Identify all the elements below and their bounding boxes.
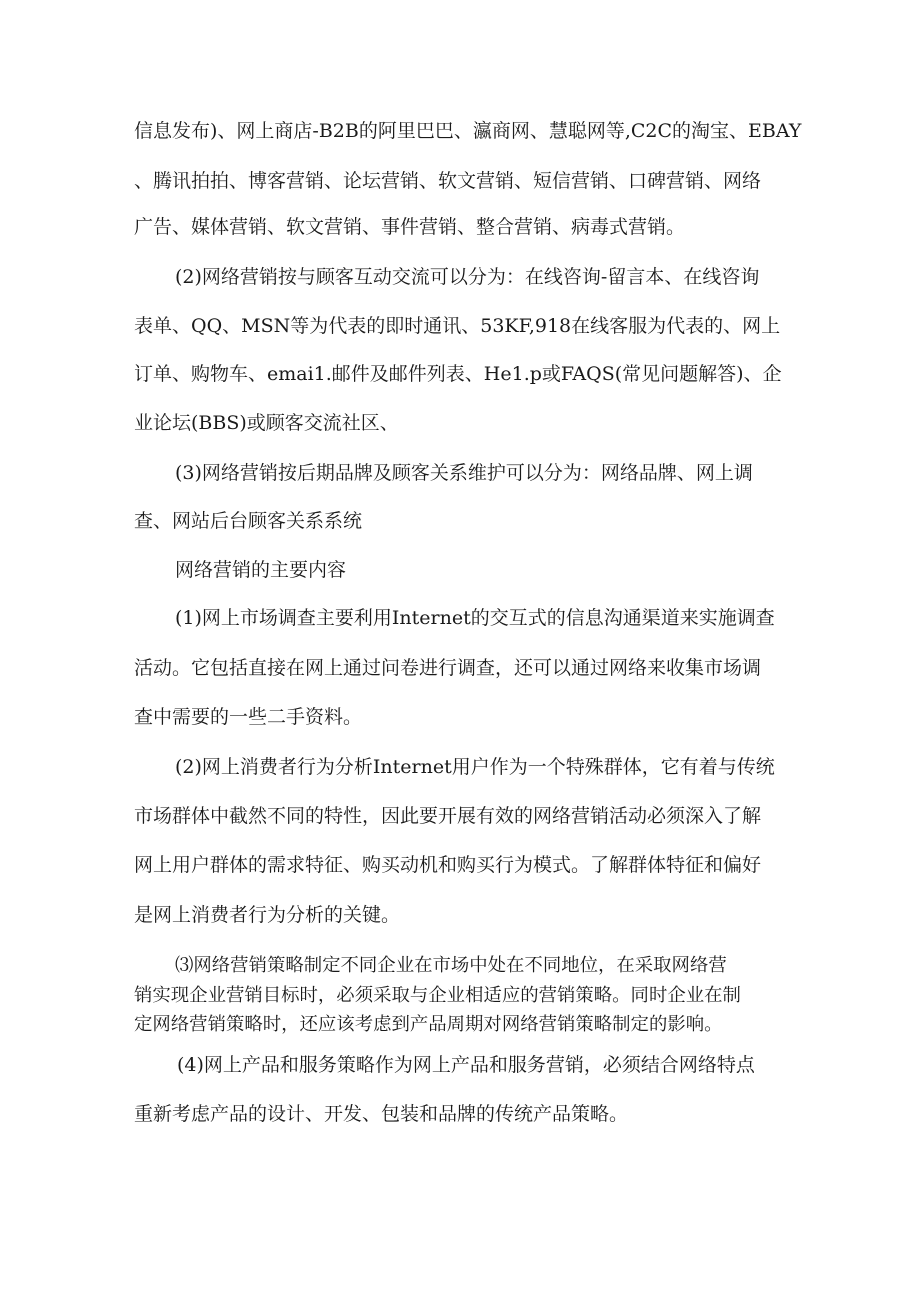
paragraph-1-line-2: 、腾讯拍拍、博客营销、论坛营销、软文营销、短信营销、口碑营销、网络 xyxy=(134,170,762,192)
paragraph-3-line-1: (3)网络营销按后期品牌及顾客关系维护可以分为：网络品牌、网上调 xyxy=(175,462,753,484)
paragraph-2-line-2: 表单、QQ、MSN等为代表的即时通讯、53KF,918在线客服为代表的、网上 xyxy=(134,315,781,337)
paragraph-2-line-1: (2)网络营销按与顾客互动交流可以分为：在线咨询-留言本、在线咨询 xyxy=(175,266,760,288)
paragraph-8-line-2: 重新考虑产品的设计、开发、包装和品牌的传统产品策略。 xyxy=(134,1103,629,1125)
paragraph-2-line-4: 业论坛(BBS)或顾客交流社区、 xyxy=(134,412,399,434)
paragraph-1-line-3: 广告、媒体营销、软文营销、事件营销、整合营销、病毒式营销。 xyxy=(134,216,686,238)
paragraph-5-line-3: 查中需要的一些二手资料。 xyxy=(134,706,363,728)
paragraph-6-line-3: 网上用户群体的需求特征、购买动机和购买行为模式。了解群体特征和偏好 xyxy=(134,854,762,876)
paragraph-7-line-2: 销实现企业营销目标时，必须采取与企业相适应的营销策略。同时企业在制 xyxy=(134,985,741,1006)
paragraph-1-line-1: 信息发布)、网上商店-B2B的阿里巴巴、瀛商网、慧聪网等,C2C的淘宝、EBAY xyxy=(134,120,802,142)
paragraph-5-line-1: (1)网上市场调查主要利用Internet的交互式的信息沟通渠道来实施调查 xyxy=(175,607,775,629)
paragraph-6-line-1: (2)网上消费者行为分析Internet用户作为一个特殊群体，它有着与传统 xyxy=(175,756,775,778)
paragraph-7-line-1: ⑶网络营销策略制定不同企业在市场中处在不同地位，在采取网络营 xyxy=(175,955,727,976)
paragraph-6-line-2: 市场群体中截然不同的特性，因此要开展有效的网络营销活动必须深入了解 xyxy=(134,805,762,827)
paragraph-8-line-1: (4)网上产品和服务策略作为网上产品和服务营销，必须结合网络特点 xyxy=(177,1054,755,1076)
paragraph-3-line-2: 查、网站后台顾客关系系统 xyxy=(134,510,363,532)
paragraph-7-line-3: 定网络营销策略时，还应该考虑到产品周期对网络营销策略制定的影响。 xyxy=(134,1014,723,1035)
paragraph-5-line-2: 活动。它包括直接在网上通过问卷进行调查，还可以通过网络来收集市场调 xyxy=(134,657,762,679)
section-heading-main-content: 网络营销的主要内容 xyxy=(175,559,347,581)
paragraph-2-line-3: 订单、购物车、emai1.邮件及邮件列表、He1.p或FAQS(常见问题解答)、企 xyxy=(134,363,782,385)
paragraph-6-line-4: 是网上消费者行为分析的关键。 xyxy=(134,904,401,926)
